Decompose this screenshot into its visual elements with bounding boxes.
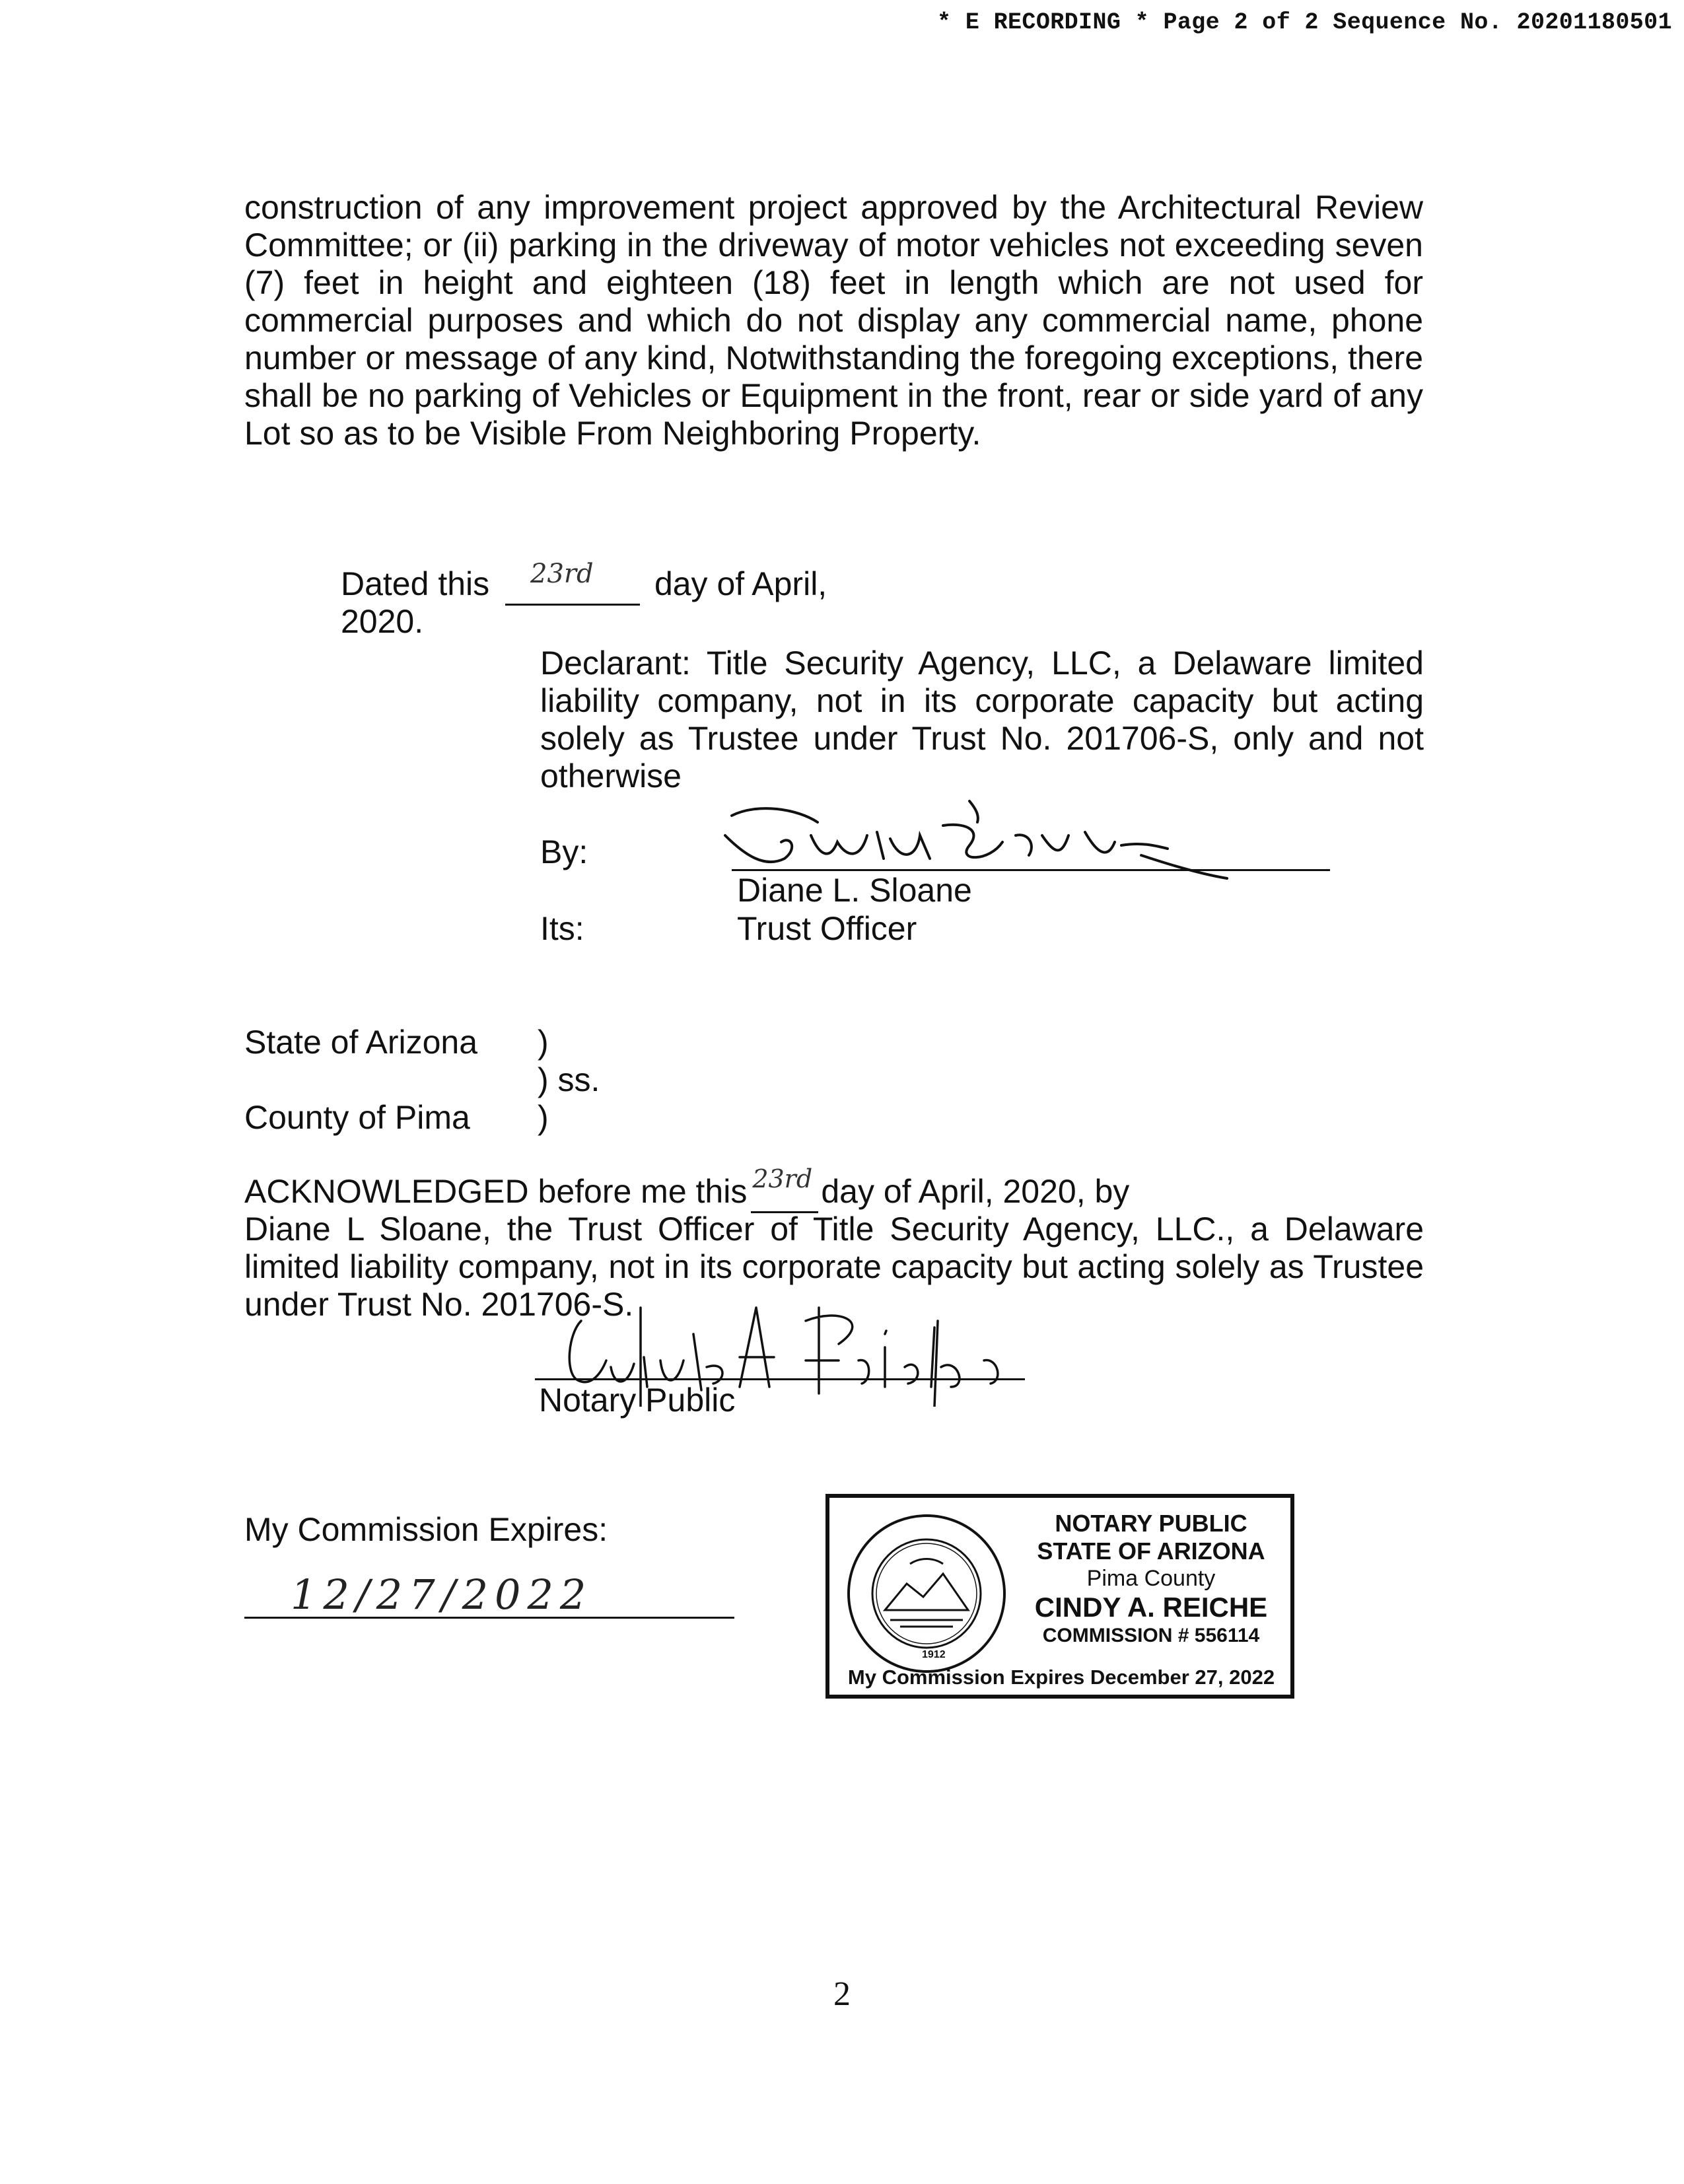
paragraph-line: Committee; or (ii) parking in the driveway of motor vehicles not exceeding seven — [244, 227, 1423, 264]
commission-label: My Commission Expires: — [244, 1511, 608, 1548]
paragraph-line: (7) feet in height and eighteen (18) feet in length which are not used for — [244, 264, 1423, 301]
seal-notary-name: CINDY A. REICHE — [1034, 1592, 1268, 1623]
signer-name: Diane L. Sloane — [737, 872, 972, 909]
ack-line-1 — [244, 1164, 1424, 1211]
venue-ss: ) ss. — [538, 1061, 600, 1098]
ack-line: limited liability company, not in its corporate capacity but acting solely as Trustee — [244, 1248, 1424, 1285]
signer-title: Trust Officer — [737, 910, 917, 947]
body-paragraph — [244, 189, 1423, 452]
page-number: 2 — [833, 1975, 851, 2013]
paragraph-line: commercial purposes and which do not display any commercial name, phone — [244, 302, 1423, 339]
venue-state: State of Arizona — [244, 1024, 478, 1061]
ack-day-handwriting: 23rd — [752, 1164, 813, 1193]
dated-prefix: Dated this — [341, 565, 490, 602]
notary-seal — [825, 1494, 1294, 1699]
venue-county: County of Pima — [244, 1099, 470, 1136]
ack-line: under Trust No. 201706-S. — [244, 1286, 634, 1323]
seal-title: NOTARY PUBLIC — [1055, 1510, 1247, 1537]
paragraph-line: shall be no parking of Vehicles or Equipment in the front, rear or side yard of any — [244, 377, 1423, 414]
dated-day-field — [499, 559, 645, 603]
dated-line — [341, 559, 869, 640]
ack-suffix: day of April, 2020, by — [821, 1173, 1130, 1210]
state-seal-emblem — [844, 1511, 1009, 1676]
signature-line — [732, 869, 1330, 871]
paragraph-line: number or message of any kind, Notwithstanding the foregoing exceptions, there — [244, 339, 1423, 376]
seal-year: 1912 — [922, 1649, 946, 1660]
venue-paren: ) — [538, 1099, 549, 1136]
seal-state: STATE OF ARIZONA — [1037, 1537, 1265, 1565]
notary-signature-line — [535, 1378, 1025, 1380]
ack-prefix: ACKNOWLEDGED before me this — [244, 1173, 748, 1210]
ack-day-field — [747, 1164, 821, 1211]
paragraph-line: construction of any improvement project approved by the Architectural Review — [244, 189, 1423, 226]
its-label: Its: — [540, 910, 584, 947]
declarant-line: liability company, not in its corporate capacity but acting — [540, 682, 1424, 719]
seal-expiration: My Commission Expires December 27, 2022 — [847, 1666, 1275, 1689]
dated-suffix: day of April, 2020. — [341, 565, 827, 640]
recording-header: * E RECORDING * Page 2 of 2 Sequence No. 20201180501 — [937, 9, 1672, 36]
venue-paren: ) — [538, 1024, 549, 1061]
declarant-line: otherwise — [540, 757, 682, 794]
paragraph-line: Lot so as to be Visible From Neighboring Property. — [244, 415, 981, 452]
ack-line: Diane L Sloane, the Trust Officer of Title Security Agency, LLC., a Delaware — [244, 1211, 1424, 1248]
commission-date-handwriting: 12/27/2022 — [291, 1570, 593, 1619]
seal-text — [1016, 1510, 1286, 1648]
by-label: By: — [540, 833, 588, 870]
declarant-block — [540, 645, 1424, 795]
notary-label: Notary Public — [539, 1382, 736, 1419]
seal-county: Pima County — [1086, 1566, 1216, 1591]
dated-day-handwriting: 23rd — [530, 559, 594, 589]
commission-date-line — [244, 1617, 734, 1619]
seal-commission-number: COMMISSION # 556114 — [1042, 1625, 1260, 1646]
declarant-line: solely as Trustee under Trust No. 201706-S, only and not — [540, 720, 1424, 757]
declarant-line: Declarant: Title Security Agency, LLC, a Delaware limited — [540, 645, 1424, 682]
